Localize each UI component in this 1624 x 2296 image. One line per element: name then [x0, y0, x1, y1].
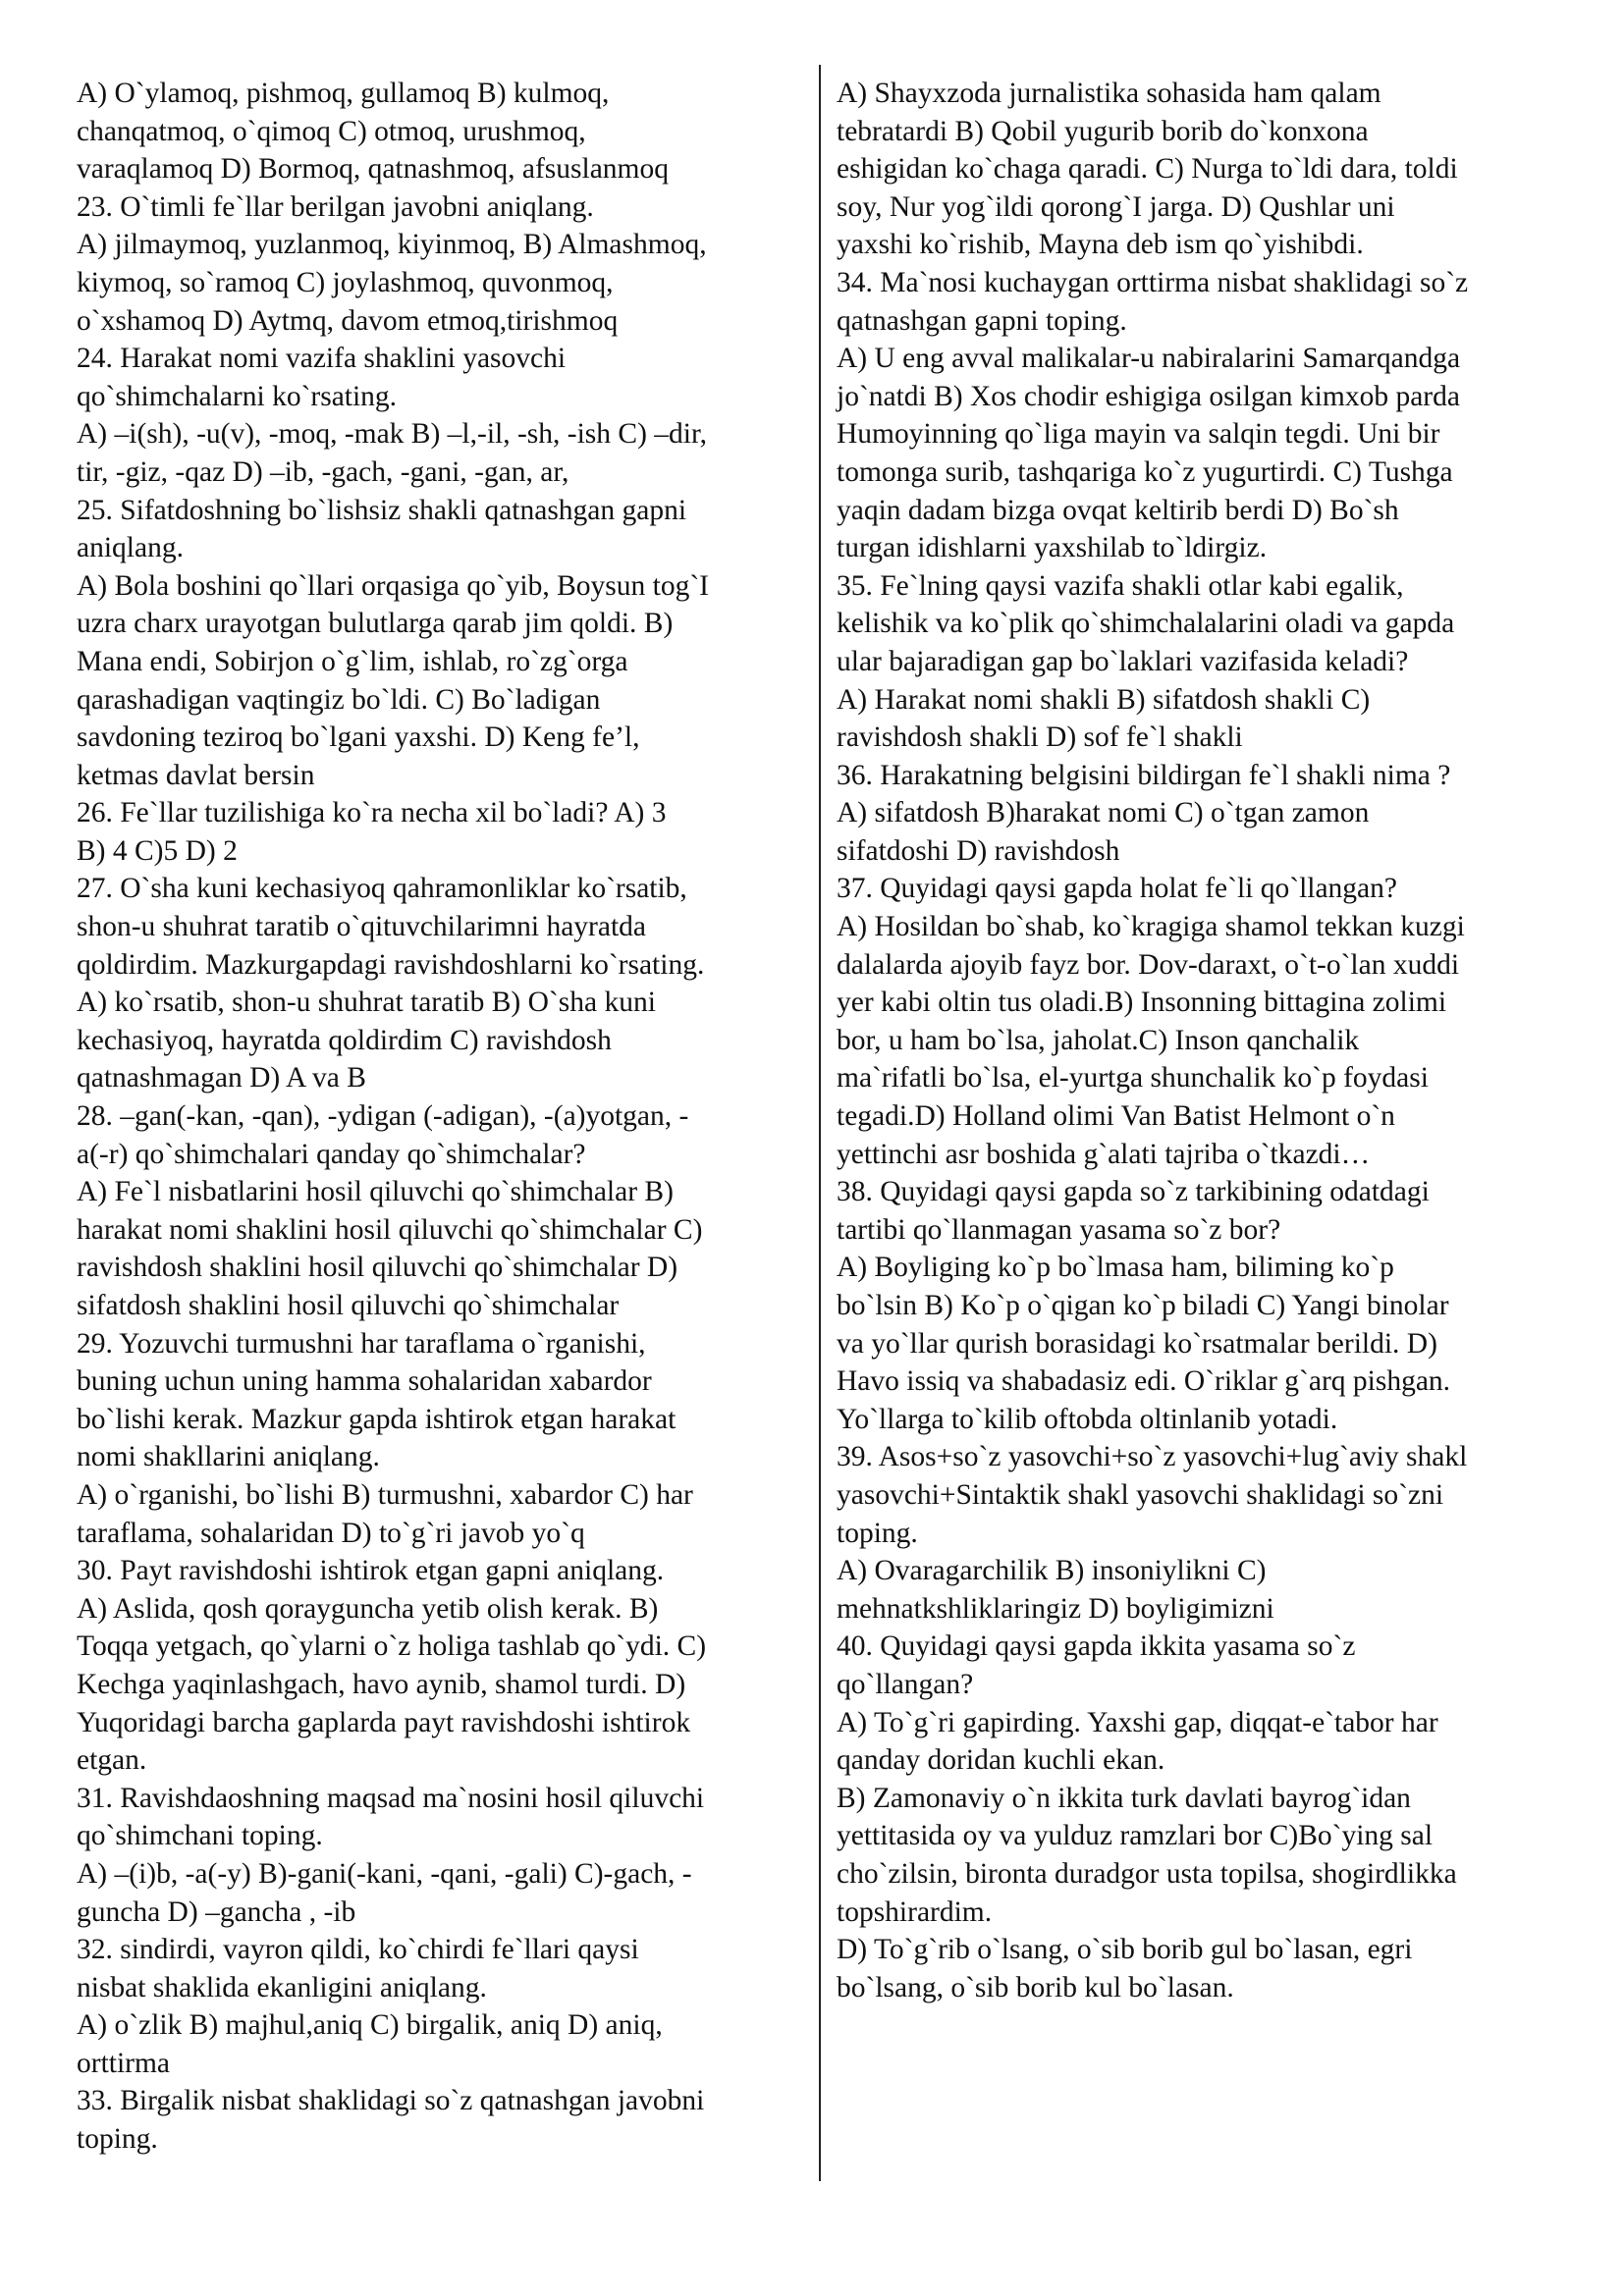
text-line: A) Boyliging ko`p bo`lmasa ham, biliming ko`p	[837, 1252, 1394, 1284]
text-line: A) sifatdosh B)harakat nomi C) o`tgan zamon	[837, 797, 1370, 829]
text-line: uzra charx urayotgan bulutlarga qarab jim qoldi. B)	[77, 608, 674, 640]
text-line: qatnashgan gapni toping.	[837, 304, 1127, 337]
text-line: A) o`zlik B) majhul,aniq C) birgalik, aniq D) aniq,	[77, 2009, 663, 2042]
text-line: qo`shimchalarni ko`rsating.	[77, 380, 398, 412]
text-line: B) Zamonaviy o`n ikkita turk davlati bayrog`idan	[837, 1782, 1411, 1814]
text-line: guncha D) –gancha , -ib	[77, 1896, 356, 1928]
text-line: toping.	[837, 1517, 918, 1549]
text-line: varaqlamoq D) Bormoq, qatnashmoq, afsuslanmoq	[77, 153, 669, 186]
text-line: Toqqa yetgach, qo`ylarni o`z holiga tashlab qo`ydi. C)	[77, 1630, 707, 1663]
text-line: 28. –gan(-kan, -qan), -ydigan (-adigan), -(a)yotgan, -	[77, 1100, 689, 1133]
text-line: 31. Ravishdaoshning maqsad ma`nosini hosil qiluvchi	[77, 1782, 705, 1814]
text-line: jo`natdi B) Xos chodir eshigiga osilgan kimxob parda	[837, 380, 1460, 412]
text-line: 29. Yozuvchi turmushni har taraflama o`rganishi,	[77, 1327, 646, 1360]
text-line: Humoyinning qo`liga mayin va salqin tegdi. Uni bir	[837, 418, 1440, 451]
text-line: tebratardi B) Qobil yugurib borib do`konxona	[837, 115, 1369, 147]
text-line: ma`rifatli bo`lsa, el-yurtga shunchalik ko`p foydasi	[837, 1062, 1429, 1095]
text-line: chanqatmoq, o`qimoq C) otmoq, urushmoq,	[77, 115, 586, 147]
text-line: ular bajaradigan gap bo`laklari vazifasida keladi?	[837, 645, 1409, 677]
text-line: cho`zilsin, bironta duradgor usta topilsa, shogirdlikka	[837, 1857, 1457, 1890]
text-line: aniqlang.	[77, 532, 184, 564]
left-column	[77, 75, 801, 2159]
text-line: A) U eng avval malikalar-u nabiralarini Samarqandga	[837, 343, 1461, 375]
text-line: bo`lsang, o`sib borib kul bo`lasan.	[837, 1971, 1234, 2003]
text-line: qanday doridan kuchli ekan.	[837, 1744, 1165, 1777]
text-line: taraflama, sohalaridan D) to`g`ri javob yo`q	[77, 1517, 585, 1549]
text-line: A) Ovaragarchilik B) insoniylikni C)	[837, 1555, 1267, 1587]
text-line: bor, u ham bo`lsa, jaholat.C) Inson qanchalik	[837, 1024, 1360, 1056]
text-line: qarashadigan vaqtingiz bo`ldi. C) Bo`ladigan	[77, 683, 601, 716]
text-line: kiymoq, so`ramoq C) joylashmoq, quvonmoq,	[77, 266, 614, 298]
text-line: orttirma	[77, 2047, 171, 2079]
text-line: 24. Harakat nomi vazifa shaklini yasovchi	[77, 343, 567, 375]
text-line: A) ko`rsatib, shon-u shuhrat taratib B) O`sha kuni	[77, 987, 656, 1019]
text-line: toping.	[77, 2123, 158, 2156]
text-line: yasovchi+Sintaktik shakl yasovchi shaklidagi so`zni	[837, 1478, 1444, 1511]
text-line: 34. Ma`nosi kuchaygan orttirma nisbat shaklidagi so`z	[837, 266, 1469, 298]
text-line: o`xshamoq D) Aytmq, davom etmoq,tirishmoq	[77, 304, 619, 337]
text-line: Havo issiq va shabadasiz edi. O`riklar g`arq pishgan.	[837, 1365, 1451, 1398]
text-line: B) 4 C)5 D) 2	[77, 834, 238, 867]
text-line: 25. Sifatdoshning bo`lishsiz shakli qatnashgan gapni	[77, 494, 687, 526]
text-line: qatnashmagan D) A va B	[77, 1062, 366, 1095]
text-line: tegadi.D) Holland olimi Van Batist Helmont o`n	[837, 1100, 1395, 1133]
text-line: kelishik va ko`plik qo`shimchalalarini oladi va gapda	[837, 608, 1455, 640]
text-line: A) O`ylamoq, pishmoq, gullamoq B) kulmoq,	[77, 78, 610, 109]
text-line: A) jilmaymoq, yuzlanmoq, kiyinmoq, B) Almashmoq,	[77, 229, 707, 261]
text-line: A) Bola boshini qo`llari orqasiga qo`yib, Boysun tog`I	[77, 569, 710, 602]
text-line: ravishdosh shaklini hosil qiluvchi qo`shimchalar D)	[77, 1252, 678, 1284]
text-line: 39. Asos+so`z yasovchi+so`z yasovchi+lug`aviy shakl	[837, 1441, 1468, 1473]
text-line: tir, -giz, -qaz D) –ib, -gach, -gani, -gan, ar,	[77, 455, 569, 488]
text-line: kechasiyoq, hayratda qoldirdim C) ravishdosh	[77, 1024, 612, 1056]
text-line: yettitasida oy va yulduz ramzlari bor C)Bo`ying sal	[837, 1820, 1434, 1852]
text-line: A) Hosildan bo`shab, ko`kragiga shamol tekkan kuzgi	[837, 911, 1465, 943]
text-line: harakat nomi shaklini hosil qiluvchi qo`shimchalar C)	[77, 1213, 703, 1246]
text-line: tartibi qo`llanmagan yasama so`z bor?	[837, 1213, 1281, 1246]
text-line: qo`llangan?	[837, 1668, 974, 1700]
text-line: yaxshi ko`rishib, Mayna deb ism qo`yishibdi.	[837, 229, 1364, 261]
text-line: bo`lishi kerak. Mazkur gapda ishtirok etgan harakat	[77, 1403, 677, 1435]
text-line: 32. sindirdi, vayron qildi, ko`chirdi fe`llari qaysi	[77, 1934, 639, 1966]
text-line: 40. Quyidagi qaysi gapda ikkita yasama so`z	[837, 1630, 1356, 1663]
text-line: dalalarda ajoyib fayz bor. Dov-daraxt, o`t-o`lan xuddi	[837, 948, 1460, 981]
text-line: qo`shimchani toping.	[77, 1820, 323, 1852]
text-line: sifatdoshi D) ravishdosh	[837, 834, 1120, 867]
text-line: 26. Fe`llar tuzilishiga ko`ra necha xil bo`ladi? A) 3	[77, 797, 667, 829]
text-line: turgan idishlarni yaxshilab to`ldirgiz.	[837, 532, 1268, 564]
text-line: Mana endi, Sobirjon o`g`lim, ishlab, ro`zg`orga	[77, 645, 628, 677]
text-line: 30. Payt ravishdoshi ishtirok etgan gapni aniqlang.	[77, 1555, 665, 1587]
text-line: a(-r) qo`shimchalari qanday qo`shimchalar?	[77, 1138, 586, 1170]
text-line: buning uchun uning hamma sohalaridan xabardor	[77, 1365, 652, 1398]
text-line: Kechga yaqinlashgach, havo aynib, shamol turdi. D)	[77, 1668, 686, 1700]
text-line: 23. O`timli fe`llar berilgan javobni aniqlang.	[77, 190, 594, 223]
column-divider	[819, 65, 821, 2181]
text-line: qoldirdim. Mazkurgapdagi ravishdoshlarni ko`rsating.	[77, 948, 705, 981]
text-line: A) Shayxzoda jurnalistika sohasida ham qalam	[837, 78, 1381, 109]
text-line: A) Aslida, qosh qoraygunchа yetib olish kerak. B)	[77, 1592, 659, 1625]
text-line: 27. O`sha kuni kechasiyoq qahramonliklar ko`rsatib,	[77, 873, 687, 905]
text-line: mehnatkshliklaringiz D) boyligimizni	[837, 1592, 1274, 1625]
text-line: tomonga surib, tashqariga ko`z yugurtirdi. C) Tushga	[837, 455, 1453, 488]
right-column	[837, 75, 1563, 2006]
text-line: D) To`g`rib o`lsang, o`sib borib gul bo`lasan, egri	[837, 1934, 1413, 1966]
text-line: ketmas davlat bersin	[77, 759, 315, 791]
text-line: sifatdosh shaklini hosil qiluvchi qo`shimchalar	[77, 1290, 620, 1321]
text-line: A) To`g`ri gapirding. Yaxshi gap, diqqat-e`tabor har	[837, 1706, 1438, 1738]
text-line: A) o`rganishi, bo`lishi B) turmushni, xabardor C) har	[77, 1478, 693, 1511]
text-line: Yuqoridagi barcha gaplarda payt ravishdoshi ishtirok	[77, 1706, 691, 1738]
text-line: 36. Harakatning belgisini bildirgan fe`l shakli nima ?	[837, 759, 1451, 791]
text-line: soy, Nur yog`ildi qorong`I jarga. D) Qushlar uni	[837, 190, 1395, 223]
text-line: A) Harakat nomi shakli B) sifatdosh shakli C)	[837, 683, 1371, 716]
text-line: nisbat shaklida ekanligini aniqlang.	[77, 1971, 487, 2003]
text-line: shon-u shuhrat taratib o`qituvchilarimni hayratda	[77, 911, 647, 943]
text-line: A) –(i)b, -a(-y) B)-gani(-kani, -qani, -gali) C)-gach, -	[77, 1857, 692, 1890]
text-line: savdoning teziroq bo`lgani yaxshi. D) Keng fe’l,	[77, 721, 640, 754]
text-line: yettinchi asr boshida g`alati tajriba o`tkazdi…	[837, 1138, 1371, 1170]
text-line: 35. Fe`lning qaysi vazifa shakli otlar kabi egalik,	[837, 569, 1404, 602]
text-line: topshirardim.	[837, 1896, 993, 1928]
text-line: bo`lsin B) Ko`p o`qigan ko`p biladi C) Yangi binolar	[837, 1290, 1449, 1321]
text-line: A) Fe`l nisbatlarini hosil qiluvchi qo`shimchalar B)	[77, 1176, 674, 1208]
text-line: etgan.	[77, 1744, 147, 1777]
text-line: 33. Birgalik nisbat shaklidagi so`z qatnashgan javobni	[77, 2085, 705, 2117]
text-line: eshigidan ko`chaga qaradi. C) Nurga to`ldi dara, toldi	[837, 153, 1458, 186]
text-line: yer kabi oltin tus oladi.B) Insonning bittagina zolimi	[837, 987, 1447, 1019]
text-line: Yo`llarga to`kilib oftobda oltinlanib yotadi.	[837, 1403, 1338, 1435]
text-line: 38. Quyidagi qaysi gapda so`z tarkibining odatdagi	[837, 1176, 1430, 1208]
text-line: A) –i(sh), -u(v), -moq, -mak B) –l,-il, -sh, -ish C) –dir,	[77, 418, 707, 451]
text-line: ravishdosh shakli D) sof fe`l shakli	[837, 721, 1243, 754]
text-line: yaqin dadam bizga ovqat keltirib berdi D) Bo`sh	[837, 494, 1399, 526]
text-line: va yo`llar qurish borasidagi ko`rsatmalar berildi. D)	[837, 1327, 1437, 1360]
text-line: nomi shakllarini aniqlang.	[77, 1441, 380, 1473]
text-line: 37. Quyidagi qaysi gapda holat fe`li qo`llangan?	[837, 873, 1397, 905]
